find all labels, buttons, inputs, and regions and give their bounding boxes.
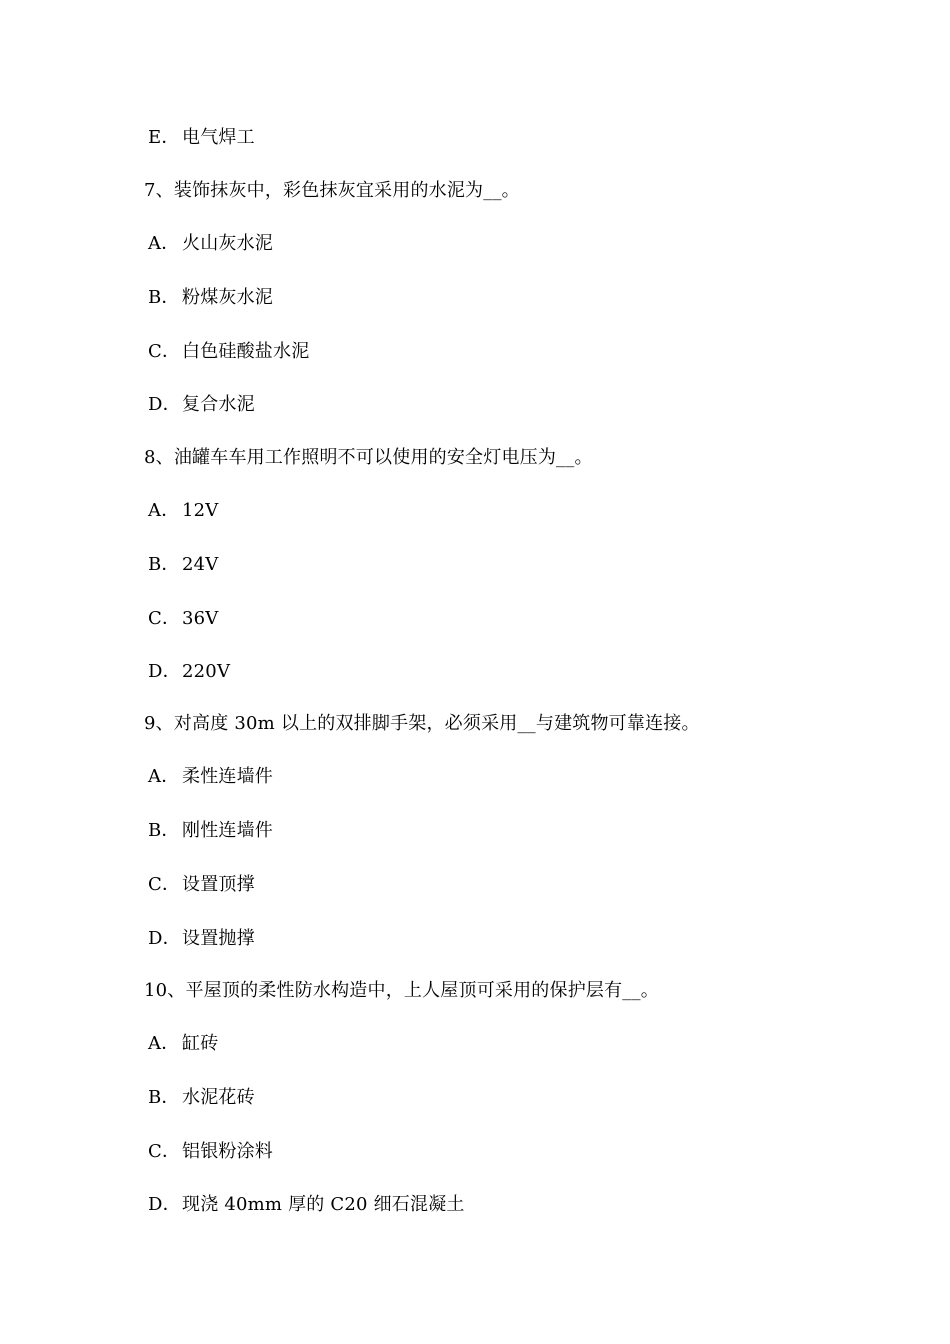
option-text: 白色硅酸盐水泥 bbox=[182, 341, 310, 362]
option-a bbox=[148, 766, 273, 788]
option-letter: C． bbox=[148, 1141, 181, 1162]
option-text: 24V bbox=[182, 554, 219, 575]
option-b bbox=[148, 1087, 255, 1109]
question-7: 7、装饰抹灰中，彩色抹灰宜采用的水泥为__。 bbox=[144, 180, 520, 201]
option-e bbox=[148, 127, 255, 149]
question-9: 9、对高度 30m 以上的双排脚手架，必须采用__与建筑物可靠连接。 bbox=[144, 713, 700, 734]
option-a bbox=[148, 1033, 218, 1055]
option-b bbox=[148, 554, 219, 576]
option-d bbox=[148, 661, 230, 683]
option-text: 缸砖 bbox=[182, 1033, 219, 1054]
option-letter: D． bbox=[148, 928, 181, 949]
option-text: 铝银粉涂料 bbox=[182, 1141, 273, 1162]
option-letter: B． bbox=[148, 287, 180, 308]
option-letter: A． bbox=[148, 1033, 180, 1054]
option-c bbox=[148, 874, 255, 896]
option-letter: B． bbox=[148, 554, 180, 575]
option-b bbox=[148, 820, 273, 842]
option-text: 刚性连墙件 bbox=[182, 820, 273, 841]
option-letter: D． bbox=[148, 394, 181, 415]
option-letter: C． bbox=[148, 341, 181, 362]
option-letter: C． bbox=[148, 608, 181, 629]
option-text: 电气焊工 bbox=[182, 127, 255, 148]
option-text: 设置抛撑 bbox=[182, 928, 255, 949]
option-text: 36V bbox=[182, 608, 219, 629]
option-letter: B． bbox=[148, 820, 180, 841]
option-letter: C． bbox=[148, 874, 181, 895]
option-b bbox=[148, 287, 273, 309]
option-c bbox=[148, 608, 219, 630]
option-a bbox=[148, 500, 219, 522]
option-letter: A． bbox=[148, 500, 180, 521]
option-letter: B． bbox=[148, 1087, 180, 1108]
option-c bbox=[148, 341, 309, 363]
option-text: 12V bbox=[182, 500, 219, 521]
option-letter: A． bbox=[148, 233, 180, 254]
option-text: 220V bbox=[182, 661, 231, 682]
option-letter: A． bbox=[148, 766, 180, 787]
option-letter: D． bbox=[148, 1194, 181, 1215]
option-c bbox=[148, 1141, 273, 1163]
question-8: 8、油罐车车用工作照明不可以使用的安全灯电压为__。 bbox=[144, 447, 593, 468]
option-text: 柔性连墙件 bbox=[182, 766, 273, 787]
option-letter: D． bbox=[148, 661, 181, 682]
option-d bbox=[148, 928, 255, 950]
option-text: 现浇 40mm 厚的 C20 细石混凝土 bbox=[182, 1194, 465, 1215]
option-d bbox=[148, 1194, 465, 1216]
question-10: 10、平屋顶的柔性防水构造中，上人屋顶可采用的保护层有__。 bbox=[144, 980, 659, 1001]
option-text: 火山灰水泥 bbox=[182, 233, 273, 254]
option-a bbox=[148, 233, 273, 255]
option-text: 复合水泥 bbox=[182, 394, 255, 415]
option-text: 设置顶撑 bbox=[182, 874, 255, 895]
option-d bbox=[148, 394, 255, 416]
option-text: 水泥花砖 bbox=[182, 1087, 255, 1108]
option-letter: E． bbox=[148, 127, 180, 148]
option-text: 粉煤灰水泥 bbox=[182, 287, 273, 308]
